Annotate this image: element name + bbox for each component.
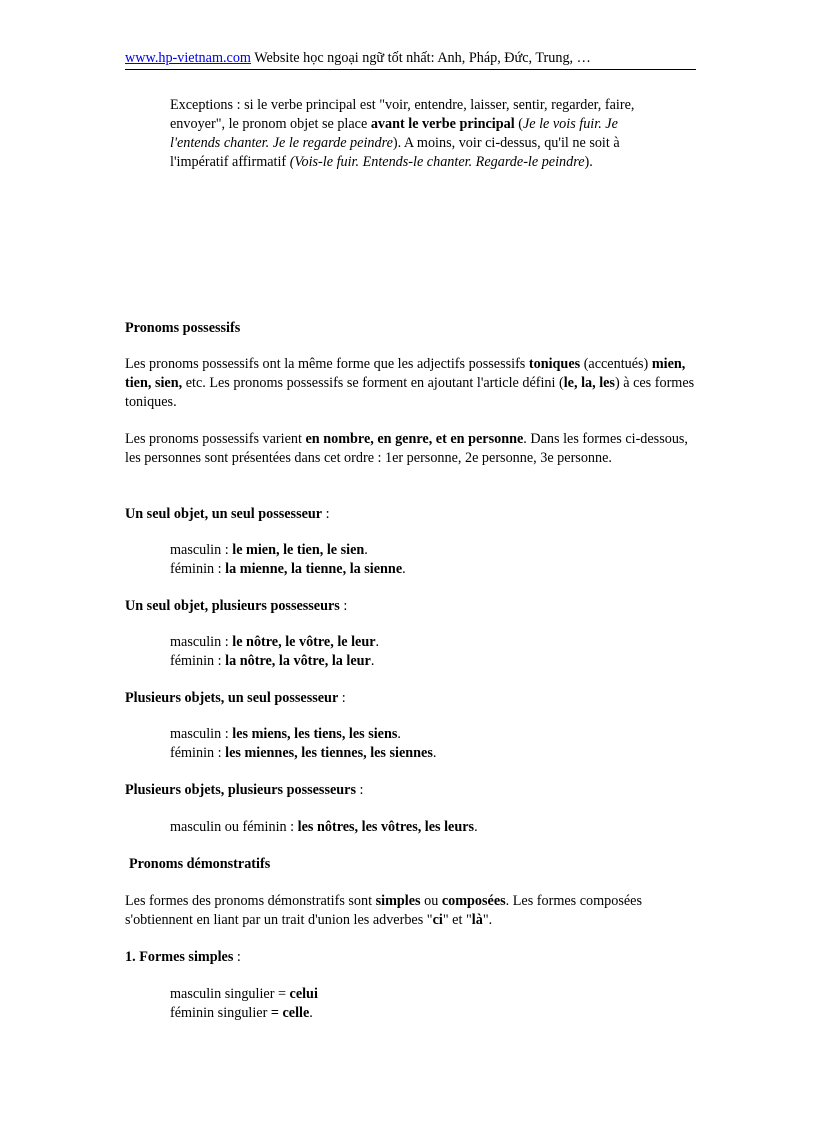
possessifs-intro-paragraph: Les pronoms possessifs ont la même forme que les adjectifs possessifs toniques (accentués) mien, tien, sien, etc. Les pronoms possessifs se forment en ajoutant l'article défini (le, la, les) à ces formes toniques.	[125, 356, 695, 410]
exceptions-paragraph: Exceptions : si le verbe principal est "voir, entendre, laisser, sentir, regarder, faire, envoyer", le pronom objet se place avant le verbe principal (Je le vois fuir. Je l'entends chanter. Je le regarde peindre). A moins, voir ci-dessus, qu'il ne soit à l'impératif affirmatif (Vois-le fuir. Entends-le chanter. Regarde-le peindre).	[170, 97, 635, 170]
subheading-formes-simples: 1. Formes simples :	[125, 949, 241, 965]
subheading-plusieurs-objets-un-possesseur: Plusieurs objets, un seul possesseur :	[125, 690, 346, 706]
form-line-masculin: masculin : le mien, le tien, le sien.	[170, 542, 368, 558]
section-title-possessifs: Pronoms possessifs	[125, 320, 241, 336]
subheading-un-objet-plusieurs-possesseurs: Un seul objet, plusieurs possesseurs :	[125, 598, 348, 614]
form-line-masculin-ou-feminin: masculin ou féminin : les nôtres, les vôtres, les leurs.	[170, 819, 478, 835]
form-line-feminin: féminin : la mienne, la tienne, la sienne.	[170, 561, 406, 577]
form-line-feminin-singulier: féminin singulier = celle.	[170, 1005, 313, 1021]
form-line-feminin: féminin : les miennes, les tiennes, les siennes.	[170, 745, 437, 761]
subheading-plusieurs-objets-plusieurs-possesseurs: Plusieurs objets, plusieurs possesseurs :	[125, 782, 364, 798]
form-line-masculin: masculin : les miens, les tiens, les siens.	[170, 726, 401, 742]
form-line-masculin: masculin : le nôtre, le vôtre, le leur.	[170, 634, 380, 650]
demonstratifs-intro-paragraph: Les formes des pronoms démonstratifs sont simples ou composées. Les formes composées s'obtiennent en liant par un trait d'union les adverbes "ci" et "là".	[125, 893, 642, 928]
form-line-masculin-singulier: masculin singulier = celui	[170, 986, 318, 1002]
form-line-feminin: féminin : la nôtre, la vôtre, la leur.	[170, 653, 375, 669]
website-link[interactable]: www.hp-vietnam.com	[125, 50, 251, 66]
page-header	[125, 49, 696, 70]
header-text: Website học ngoại ngữ tốt nhất: Anh, Pháp, Đức, Trung, …	[250, 50, 591, 66]
possessifs-variation-paragraph: Les pronoms possessifs varient en nombre, en genre, et en personne. Dans les formes ci-dessous, les personnes sont présentées dans cet ordre : 1er personne, 2e personne, 3e personne.	[125, 431, 688, 466]
subheading-un-objet-un-possesseur: Un seul objet, un seul possesseur :	[125, 506, 330, 522]
section-title-demonstratifs: Pronoms démonstratifs	[129, 856, 271, 872]
